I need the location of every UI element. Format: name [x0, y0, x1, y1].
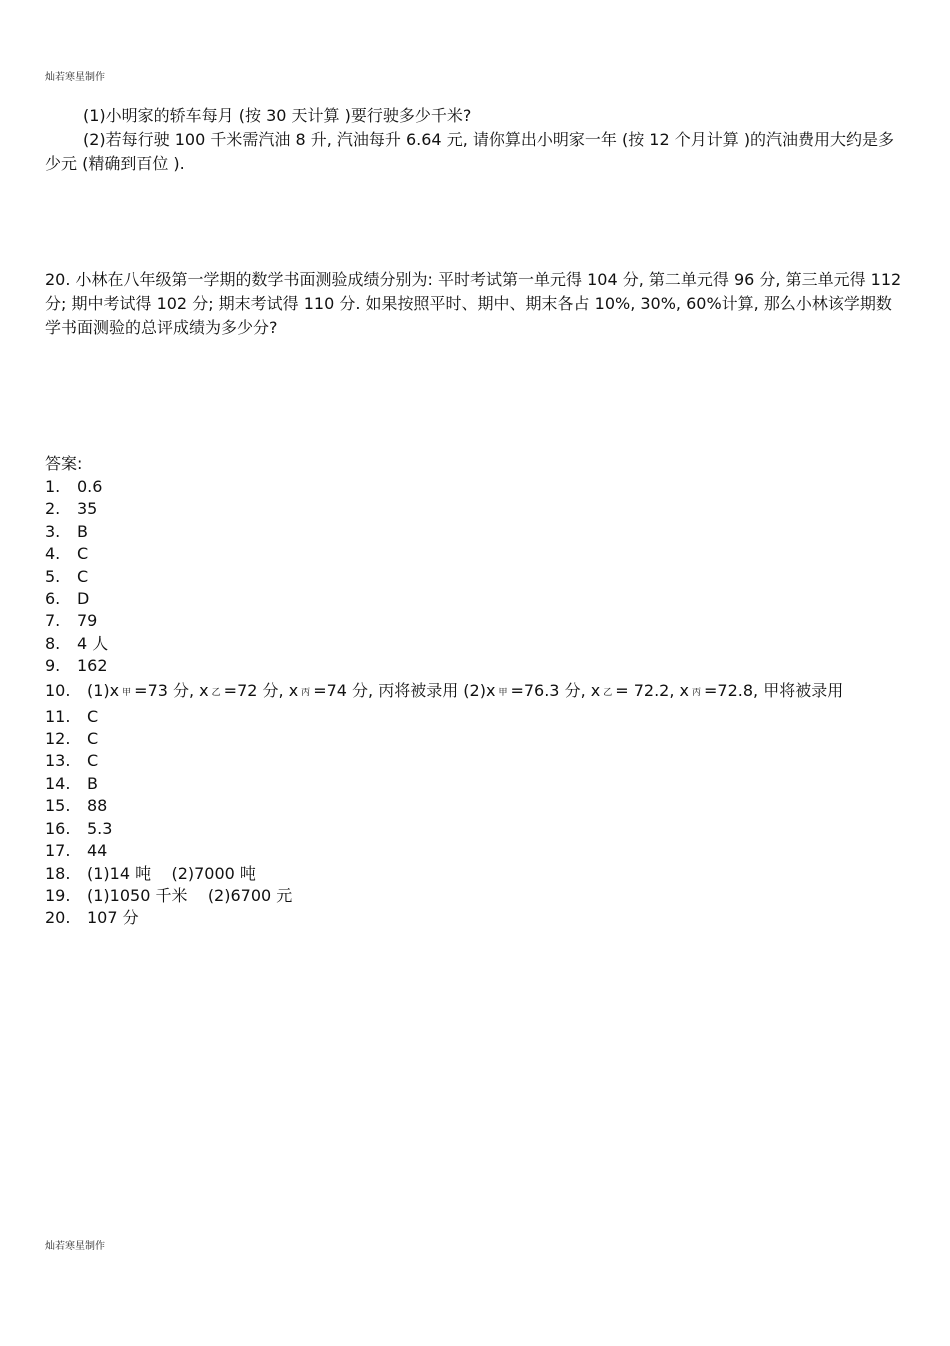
answer-text: (1)x [87, 680, 120, 700]
answer-item [45, 773, 910, 795]
answer-value [87, 678, 843, 706]
answer-value: 5.3 [87, 818, 113, 838]
subscript: 丙 [301, 687, 311, 698]
answer-value: B [87, 773, 98, 793]
answer-number: 3. [45, 521, 61, 541]
answer-number: 12. [45, 729, 71, 749]
answer-item [45, 907, 910, 929]
answer-item [45, 476, 910, 498]
answer-number: 8. [45, 633, 61, 653]
answer-text: =73 分, x [134, 680, 209, 700]
answer-number: 14. [45, 773, 71, 793]
question-19-part-1: (1)小明家的轿车每月 (按 30 天计算 )要行驶多少千米? [83, 106, 472, 125]
answer-value: C [87, 751, 99, 771]
answer-item [45, 521, 910, 543]
answer-item [45, 633, 910, 655]
answer-value: (1)14 吨 (2)7000 吨 [87, 863, 256, 883]
answer-value: D [77, 589, 90, 609]
answer-text: =76.3 分, x [510, 680, 601, 700]
answer-number: 13. [45, 751, 71, 771]
answer-value: C [87, 729, 99, 749]
answer-item [45, 818, 910, 840]
answer-number: 7. [45, 611, 61, 631]
answer-text: =72 分, x [223, 680, 299, 700]
answer-number: 11. [45, 706, 71, 726]
question-19-part-2: (2)若每行驶 100 千米需汽油 8 升, 汽油每升 6.64 元, 请你算出小明家一年 (按 12 个月计算 )的汽油费用大约是多少元 (精确到百位 ). [45, 130, 895, 173]
answer-value: C [77, 544, 89, 564]
answer-value: C [87, 706, 99, 726]
answer-item [45, 750, 910, 772]
answer-item [45, 610, 910, 632]
answer-value: 79 [77, 611, 98, 631]
subscript: 乙 [603, 687, 613, 698]
answer-item [45, 840, 910, 862]
subscript: 甲 [498, 687, 508, 698]
answer-number: 19. [45, 885, 71, 905]
answer-section [45, 452, 910, 930]
answer-value: C [77, 566, 89, 586]
answer-number: 2. [45, 499, 61, 519]
answer-item [45, 588, 910, 610]
answer-value: 0.6 [77, 477, 103, 496]
answer-item [45, 863, 910, 885]
question-20: 20. 小林在八年级第一学期的数学书面测验成绩分别为: 平时考试第一单元得 104 分, 第二单元得 96 分, 第三单元得 112 分; 期中考试得 102 分; 期末考试得 110 分. 如果按照平时、期中、期末各占 10%, 30%, 60%计算, 那么小林该学期数学书面测验的总评成绩为多少分? [45, 270, 902, 337]
answer-number: 6. [45, 589, 61, 609]
answer-value: B [77, 521, 88, 541]
answer-item [45, 885, 910, 907]
answer-item [45, 566, 910, 588]
answer-item [45, 706, 910, 728]
answer-value: 35 [77, 499, 98, 519]
answer-value: 4 人 [77, 633, 109, 653]
answer-number: 10. [45, 680, 71, 700]
answer-number: 4. [45, 544, 61, 564]
answer-number: 5. [45, 566, 61, 586]
answer-item [45, 543, 910, 565]
answer-text: =72.8, 甲将被录用 [704, 680, 844, 700]
answer-text: =74 分, 丙将被录用 (2)x [313, 680, 496, 700]
answer-list [45, 476, 910, 930]
answer-number: 17. [45, 841, 71, 861]
answer-number: 16. [45, 818, 71, 838]
answer-value: 107 分 [87, 908, 139, 928]
answer-title: 答案: [45, 454, 83, 473]
answer-number: 20. [45, 908, 71, 928]
answer-number: 9. [45, 656, 61, 676]
answer-item [45, 795, 910, 817]
subscript: 乙 [211, 687, 221, 698]
page-footer: 灿若寒星制作 [45, 1241, 105, 1252]
answer-item-10 [45, 678, 910, 706]
subscript: 甲 [122, 687, 132, 698]
answer-number: 15. [45, 796, 71, 816]
answer-item [45, 498, 910, 520]
question-19-block [45, 104, 905, 176]
answer-item [45, 728, 910, 750]
answer-number: 18. [45, 863, 71, 883]
answer-value: 44 [87, 841, 108, 861]
answer-item [45, 655, 910, 677]
answer-text: = 72.2, x [615, 680, 689, 700]
answer-number: 1. [45, 477, 61, 496]
page-header: 灿若寒星制作 [45, 72, 105, 83]
answer-value: 88 [87, 796, 108, 816]
answer-value: 162 [77, 656, 108, 676]
subscript: 丙 [692, 687, 702, 698]
answer-value: (1)1050 千米 (2)6700 元 [87, 885, 293, 905]
